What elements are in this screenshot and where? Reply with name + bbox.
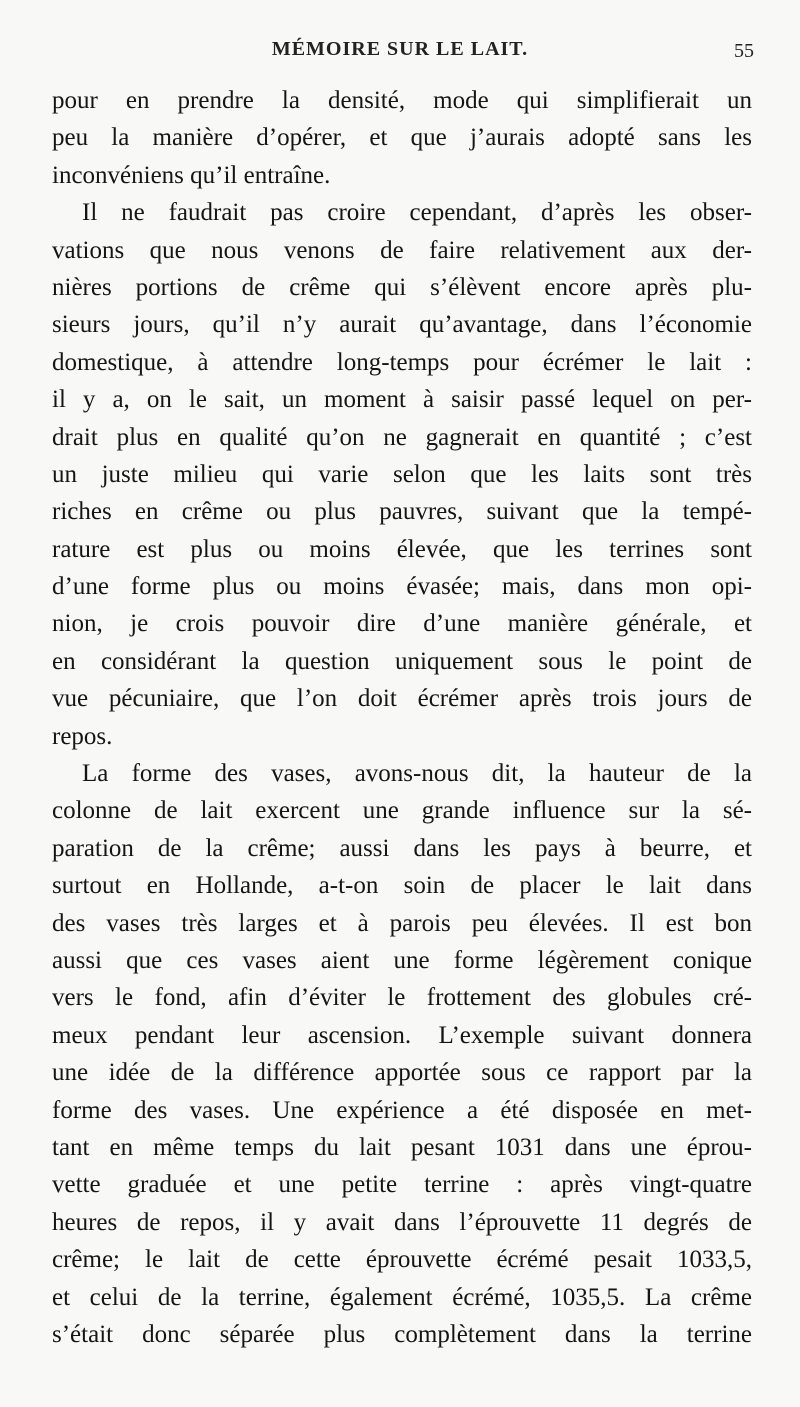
body-text xyxy=(52,82,752,1353)
running-head xyxy=(0,38,800,68)
text-line: La forme des vases, avons-nous dit, la hauteur de la xyxy=(82,760,752,788)
text-line: forme des vases. Une expérience a été disposée en met- xyxy=(52,1096,752,1124)
text-line: repos. xyxy=(52,722,113,750)
text-line: heures de repos, il y avait dans l’éprouvette 11 degrés de xyxy=(52,1208,752,1236)
text-line: meux pendant leur ascension. L’exemple suivant donnera xyxy=(52,1021,752,1049)
text-line: riches en crême ou plus pauvres, suivant que la tempé- xyxy=(52,498,752,526)
text-line: tant en même temps du lait pesant 1031 dans une éprou- xyxy=(52,1133,752,1161)
text-line: colonne de lait exercent une grande influence sur la sé- xyxy=(52,797,752,825)
text-line: crême; le lait de cette éprouvette écrémé pesait 1033,5, xyxy=(52,1246,752,1274)
text-line: et celui de la terrine, également écrémé, 1035,5. La crême xyxy=(52,1283,752,1311)
text-line: peu la manière d’opérer, et que j’aurais adopté sans les xyxy=(52,124,752,152)
text-line: nières portions de crême qui s’élèvent encore après plu- xyxy=(52,273,752,301)
text-line: une idée de la différence apportée sous ce rapport par la xyxy=(52,1059,752,1087)
text-line: drait plus en qualité qu’on ne gagnerait en quantité ; c’est xyxy=(52,423,752,451)
text-line: paration de la crême; aussi dans les pays à beurre, et xyxy=(52,834,752,862)
text-line: des vases très larges et à parois peu élevées. Il est bon xyxy=(52,909,752,937)
text-line: s’était donc séparée plus complètement dans la terrine xyxy=(52,1320,752,1348)
text-line: sieurs jours, qu’il n’y aurait qu’avantage, dans l’économie xyxy=(52,311,752,339)
text-line: en considérant la question uniquement sous le point de xyxy=(52,647,752,675)
text-line: il y a, on le sait, un moment à saisir passé lequel on per- xyxy=(52,386,752,414)
text-line: surtout en Hollande, a-t-on soin de placer le lait dans xyxy=(52,872,752,900)
text-line: d’une forme plus ou moins évasée; mais, dans mon opi- xyxy=(52,573,752,601)
text-line: nion, je crois pouvoir dire d’une manière générale, et xyxy=(52,610,752,638)
text-line: Il ne faudrait pas croire cependant, d’après les obser- xyxy=(82,199,752,227)
text-line: aussi que ces vases aient une forme légèrement conique xyxy=(52,946,752,974)
text-line: vette graduée et une petite terrine : après vingt-quatre xyxy=(52,1171,752,1199)
text-line: vations que nous venons de faire relativement aux der- xyxy=(52,236,752,264)
text-line: inconvéniens qu’il entraîne. xyxy=(52,161,331,189)
text-line: pour en prendre la densité, mode qui simplifierait un xyxy=(52,87,752,114)
text-line: domestique, à attendre long-temps pour écrémer le lait : xyxy=(52,348,752,376)
text-line: vue pécuniaire, que l’on doit écrémer après trois jours de xyxy=(52,685,752,713)
text-line: rature est plus ou moins élevée, que les terrines sont xyxy=(52,535,752,563)
page-number: 55 xyxy=(734,40,754,62)
running-title: MÉMOIRE SUR LE LAIT. xyxy=(271,38,529,60)
text-line: vers le fond, afin d’éviter le frottement des globules cré- xyxy=(52,984,752,1012)
text-line: un juste milieu qui varie selon que les laits sont très xyxy=(52,460,752,488)
